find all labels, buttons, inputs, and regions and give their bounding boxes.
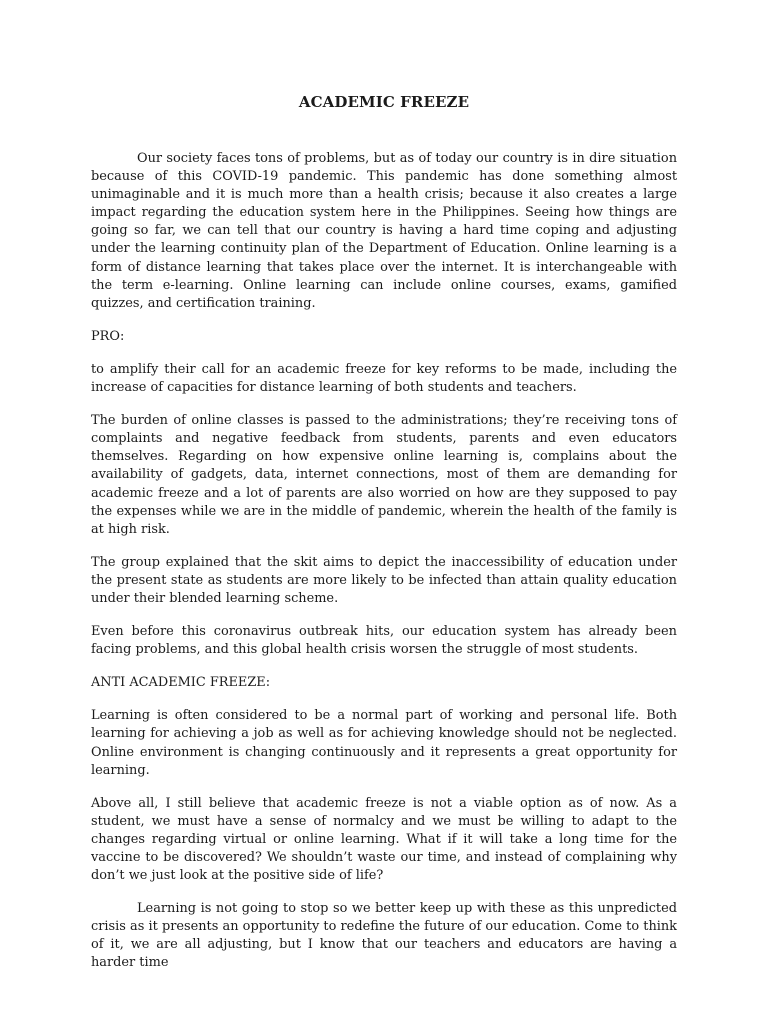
paragraph-pro-4: Even before this coronavirus outbreak hits, our education system has already been facing problems, and this global health crisis worsen the struggle of most students.: [91, 624, 677, 658]
paragraph-pro-3: The group explained that the skit aims to depict the inaccessibility of education under the present state as students are more likely to be infected than attain quality education under their blended learning scheme.: [91, 554, 677, 606]
paragraph-anti-2: Above all, I still believe that academic freeze is not a viable option as of now. As a student, we must have a sense of normalcy and we must be willing to adapt to the changes regarding virtual or online learning. What if it will take a long time for the vaccine to be discovered? We shouldn’t waste our time, and instead of complaining why don’t we just look at the positive side of life?: [91, 795, 677, 884]
document-page: [91, 92, 677, 988]
section-heading-anti: ANTI ACADEMIC FREEZE:: [91, 675, 271, 691]
section-heading-pro: PRO:: [91, 328, 125, 344]
paragraph-anti-3: Learning is not going to stop so we better keep up with these as this unpredicted crisis as it presents an opportunity to redefine the future of our education. Come to think of it, we are all adjusting, but I know that our teachers and educators are having a harder time: [91, 901, 677, 971]
document-title: ACADEMIC FREEZE: [298, 93, 470, 111]
paragraph-intro: Our society faces tons of problems, but as of today our country is in dire situation because of this COVID-19 pandemic. This pandemic has done something almost unimaginable and it is much more than a health crisis; because it also creates a large impact regarding the education system here in the Philippines. Seeing how things are going so far, we can tell that our country is having a hard time coping and adjusting under the learning continuity plan of the Department of Education. Online learning is a form of distance learning that takes place over the internet. It is interchangeable with the term e-learning. Online learning can include online courses, exams, gamified quizzes, and certification training.: [91, 151, 677, 311]
paragraph-pro-2: The burden of online classes is passed to the administrations; they’re receiving tons of complaints and negative feedback from students, parents and even educators themselves. Regarding on how expensive online learning is, complains about the availability of gadgets, data, internet connections, most of them are demanding for academic freeze and a lot of parents are also worried on how are they supposed to pay the expenses while we are in the middle of pandemic, wherein the health of the family is at high risk.: [91, 413, 677, 537]
paragraph-pro-1: to amplify their call for an academic freeze for key reforms to be made, including the increase of capacities for distance learning of both students and teachers.: [91, 361, 677, 396]
paragraph-anti-1: Learning is often considered to be a normal part of working and personal life. Both learning for achieving a job as well as for achieving knowledge should not be neglected. Online environment is changing continuously and it represents a great opportunity for learning.: [91, 708, 677, 778]
